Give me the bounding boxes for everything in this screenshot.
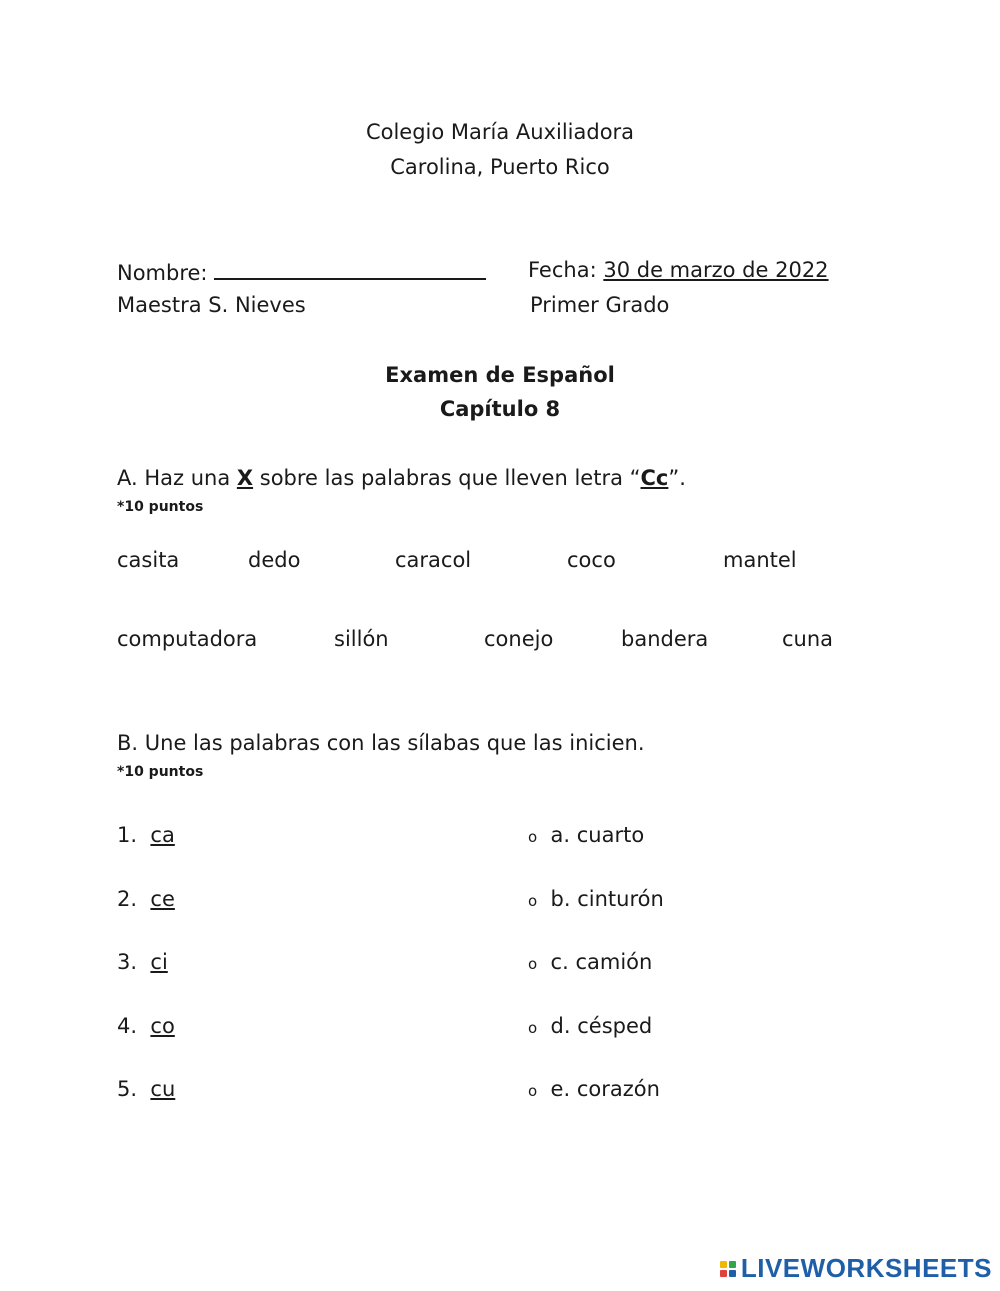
name-field bbox=[117, 258, 486, 285]
bullet-circle-icon: o bbox=[528, 955, 538, 973]
teacher-name: Maestra S. Nieves bbox=[117, 293, 306, 317]
logo-square bbox=[729, 1261, 736, 1268]
logo-text: LIVEWORKSHEETS bbox=[740, 1253, 992, 1283]
item-number: 3. bbox=[117, 950, 138, 974]
logo-mark-icon bbox=[720, 1261, 736, 1277]
syllable-item[interactable] bbox=[117, 823, 175, 847]
word-option[interactable]: mantel bbox=[723, 548, 797, 572]
match-word[interactable] bbox=[528, 887, 664, 911]
bullet-circle-icon: o bbox=[528, 1019, 538, 1037]
logo-square bbox=[720, 1270, 727, 1277]
syllable-text: ca bbox=[150, 823, 175, 847]
exam-chapter: Capítulo 8 bbox=[439, 397, 561, 421]
match-word-text: a. cuarto bbox=[550, 823, 645, 847]
grade-level: Primer Grado bbox=[530, 293, 670, 317]
item-number: 4. bbox=[117, 1014, 138, 1038]
match-word[interactable] bbox=[528, 950, 652, 974]
name-blank-line[interactable] bbox=[214, 258, 486, 280]
syllable-item[interactable] bbox=[117, 950, 168, 974]
word-option[interactable]: casita bbox=[117, 548, 180, 572]
item-number: 1. bbox=[117, 823, 138, 847]
bullet-circle-icon: o bbox=[528, 892, 538, 910]
name-label: Nombre: bbox=[117, 261, 208, 285]
instruction-part: A. Haz una bbox=[117, 466, 237, 490]
word-option[interactable]: conejo bbox=[484, 627, 554, 651]
exam-title: Examen de Español bbox=[385, 363, 615, 387]
syllable-item[interactable] bbox=[117, 887, 175, 911]
logo-square bbox=[720, 1261, 727, 1268]
word-option[interactable]: dedo bbox=[248, 548, 301, 572]
word-option[interactable]: cuna bbox=[782, 627, 834, 651]
section-a-instruction bbox=[117, 466, 686, 490]
syllable-text: ce bbox=[150, 887, 175, 911]
match-word-text: e. corazón bbox=[550, 1077, 660, 1101]
section-b-points: *10 puntos bbox=[117, 764, 204, 780]
instruction-part: ”. bbox=[668, 466, 686, 490]
word-option[interactable]: sillón bbox=[334, 627, 389, 651]
liveworksheets-logo bbox=[720, 1253, 992, 1284]
syllable-item[interactable] bbox=[117, 1077, 175, 1101]
date-label: Fecha: bbox=[528, 258, 597, 282]
syllable-text: ci bbox=[150, 950, 168, 974]
instruction-part: sobre las palabras que lleven letra “ bbox=[253, 466, 641, 490]
logo-square bbox=[729, 1270, 736, 1277]
date-value: 30 de marzo de 2022 bbox=[603, 258, 829, 282]
match-word-text: b. cinturón bbox=[550, 887, 664, 911]
instruction-letter: Cc bbox=[640, 466, 669, 490]
bullet-circle-icon: o bbox=[528, 1082, 538, 1100]
item-number: 5. bbox=[117, 1077, 138, 1101]
match-word-text: c. camión bbox=[550, 950, 653, 974]
match-word-text: d. césped bbox=[550, 1014, 653, 1038]
match-word[interactable] bbox=[528, 1014, 652, 1038]
date-field bbox=[528, 258, 829, 282]
word-option[interactable]: computadora bbox=[117, 627, 258, 651]
school-location: Carolina, Puerto Rico bbox=[390, 155, 610, 179]
instruction-x-mark: X bbox=[236, 466, 254, 490]
bullet-circle-icon: o bbox=[528, 828, 538, 846]
match-word[interactable] bbox=[528, 1077, 660, 1101]
word-option[interactable]: caracol bbox=[395, 548, 472, 572]
item-number: 2. bbox=[117, 887, 138, 911]
word-option[interactable]: bandera bbox=[621, 627, 709, 651]
syllable-item[interactable] bbox=[117, 1014, 175, 1038]
word-option[interactable]: coco bbox=[567, 548, 616, 572]
syllable-text: co bbox=[150, 1014, 175, 1038]
school-name: Colegio María Auxiliadora bbox=[365, 120, 635, 144]
section-b-instruction: B. Une las palabras con las sílabas que las inicien. bbox=[117, 731, 645, 755]
syllable-text: cu bbox=[150, 1077, 176, 1101]
match-word[interactable] bbox=[528, 823, 644, 847]
section-a-points: *10 puntos bbox=[117, 499, 204, 515]
